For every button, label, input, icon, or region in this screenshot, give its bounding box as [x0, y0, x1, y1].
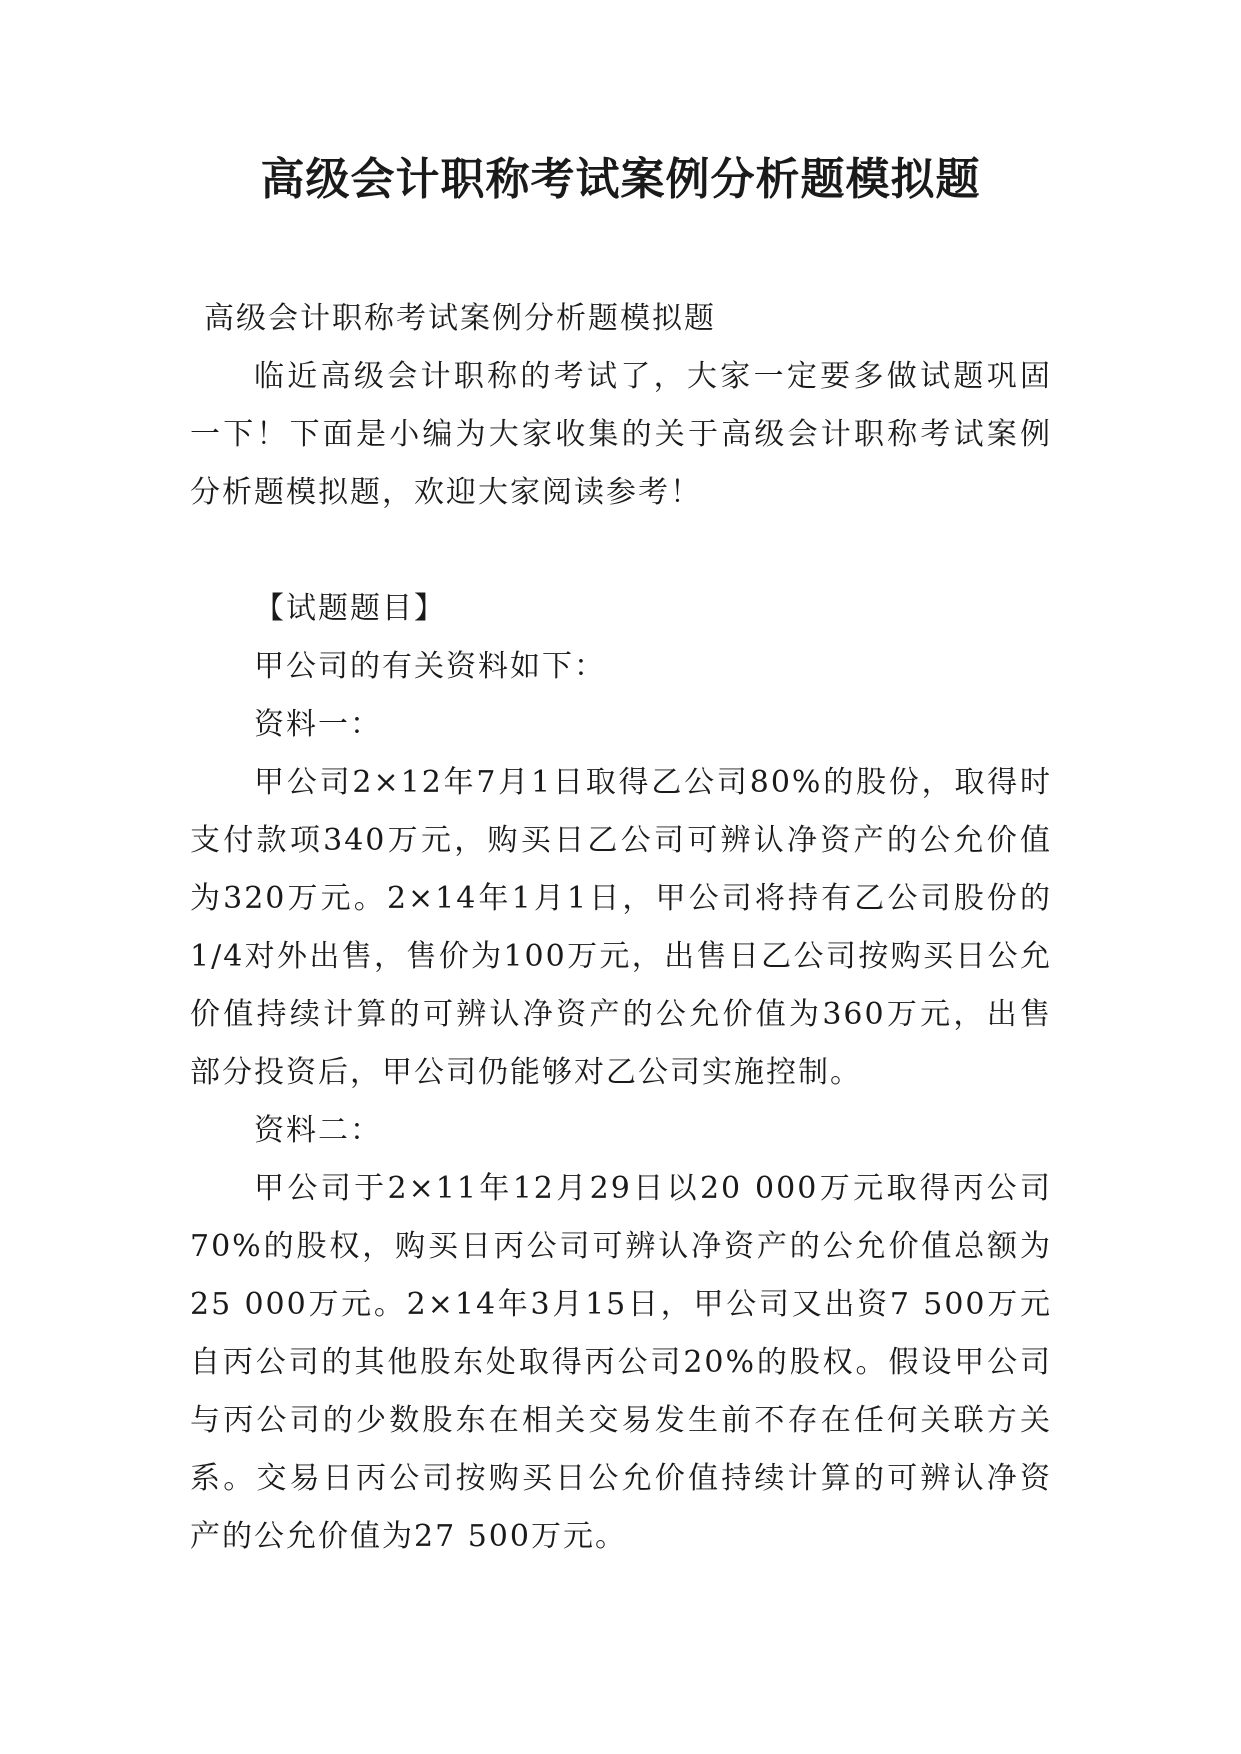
document-subtitle: 高级会计职称考试案例分析题模拟题	[204, 301, 716, 336]
material-2-label: 资料二：	[254, 1113, 382, 1148]
paragraph-gap	[190, 522, 1052, 580]
intro-paragraph: 临近高级会计职称的考试了，大家一定要多做试题巩固一下！下面是小编为大家收集的关于高级会计职称考试案例分析题模拟题，欢迎大家阅读参考！	[190, 359, 1052, 510]
document-title: 高级会计职称考试案例分析题模拟题	[260, 154, 981, 205]
material-1-paragraph: 甲公司2×12年7月1日取得乙公司80%的股份，取得时支付款项340万元，购买日乙公司可辨认净资产的公允价值为320万元。2×14年1月1日，甲公司将持有乙公司股份的1/4对外出售，售价为100万元，出售日乙公司按购买日公允价值持续计算的可辨认净资产的公允价值为360万元，出售部分投资后，甲公司仍能够对乙公司实施控制。	[190, 765, 1052, 1090]
company-intro: 甲公司的有关资料如下：	[254, 649, 606, 684]
material-2-paragraph: 甲公司于2×11年12月29日以20 000万元取得丙公司70%的股权，购买日丙公司可辨认净资产的公允价值总额为25 000万元。2×14年3月15日，甲公司又出资7 500万元自丙公司的其他股东处取得丙公司20%的股权。假设甲公司与丙公司的少数股东在相关交易发生前不存在任何关联方关系。交易日丙公司按购买日公允价值持续计算的可辨认净资产的公允价值为27 500万元。	[190, 1171, 1052, 1554]
material-1-label: 资料一：	[254, 707, 382, 742]
document-body	[190, 290, 1052, 1566]
section-heading: 【试题题目】	[254, 591, 446, 626]
